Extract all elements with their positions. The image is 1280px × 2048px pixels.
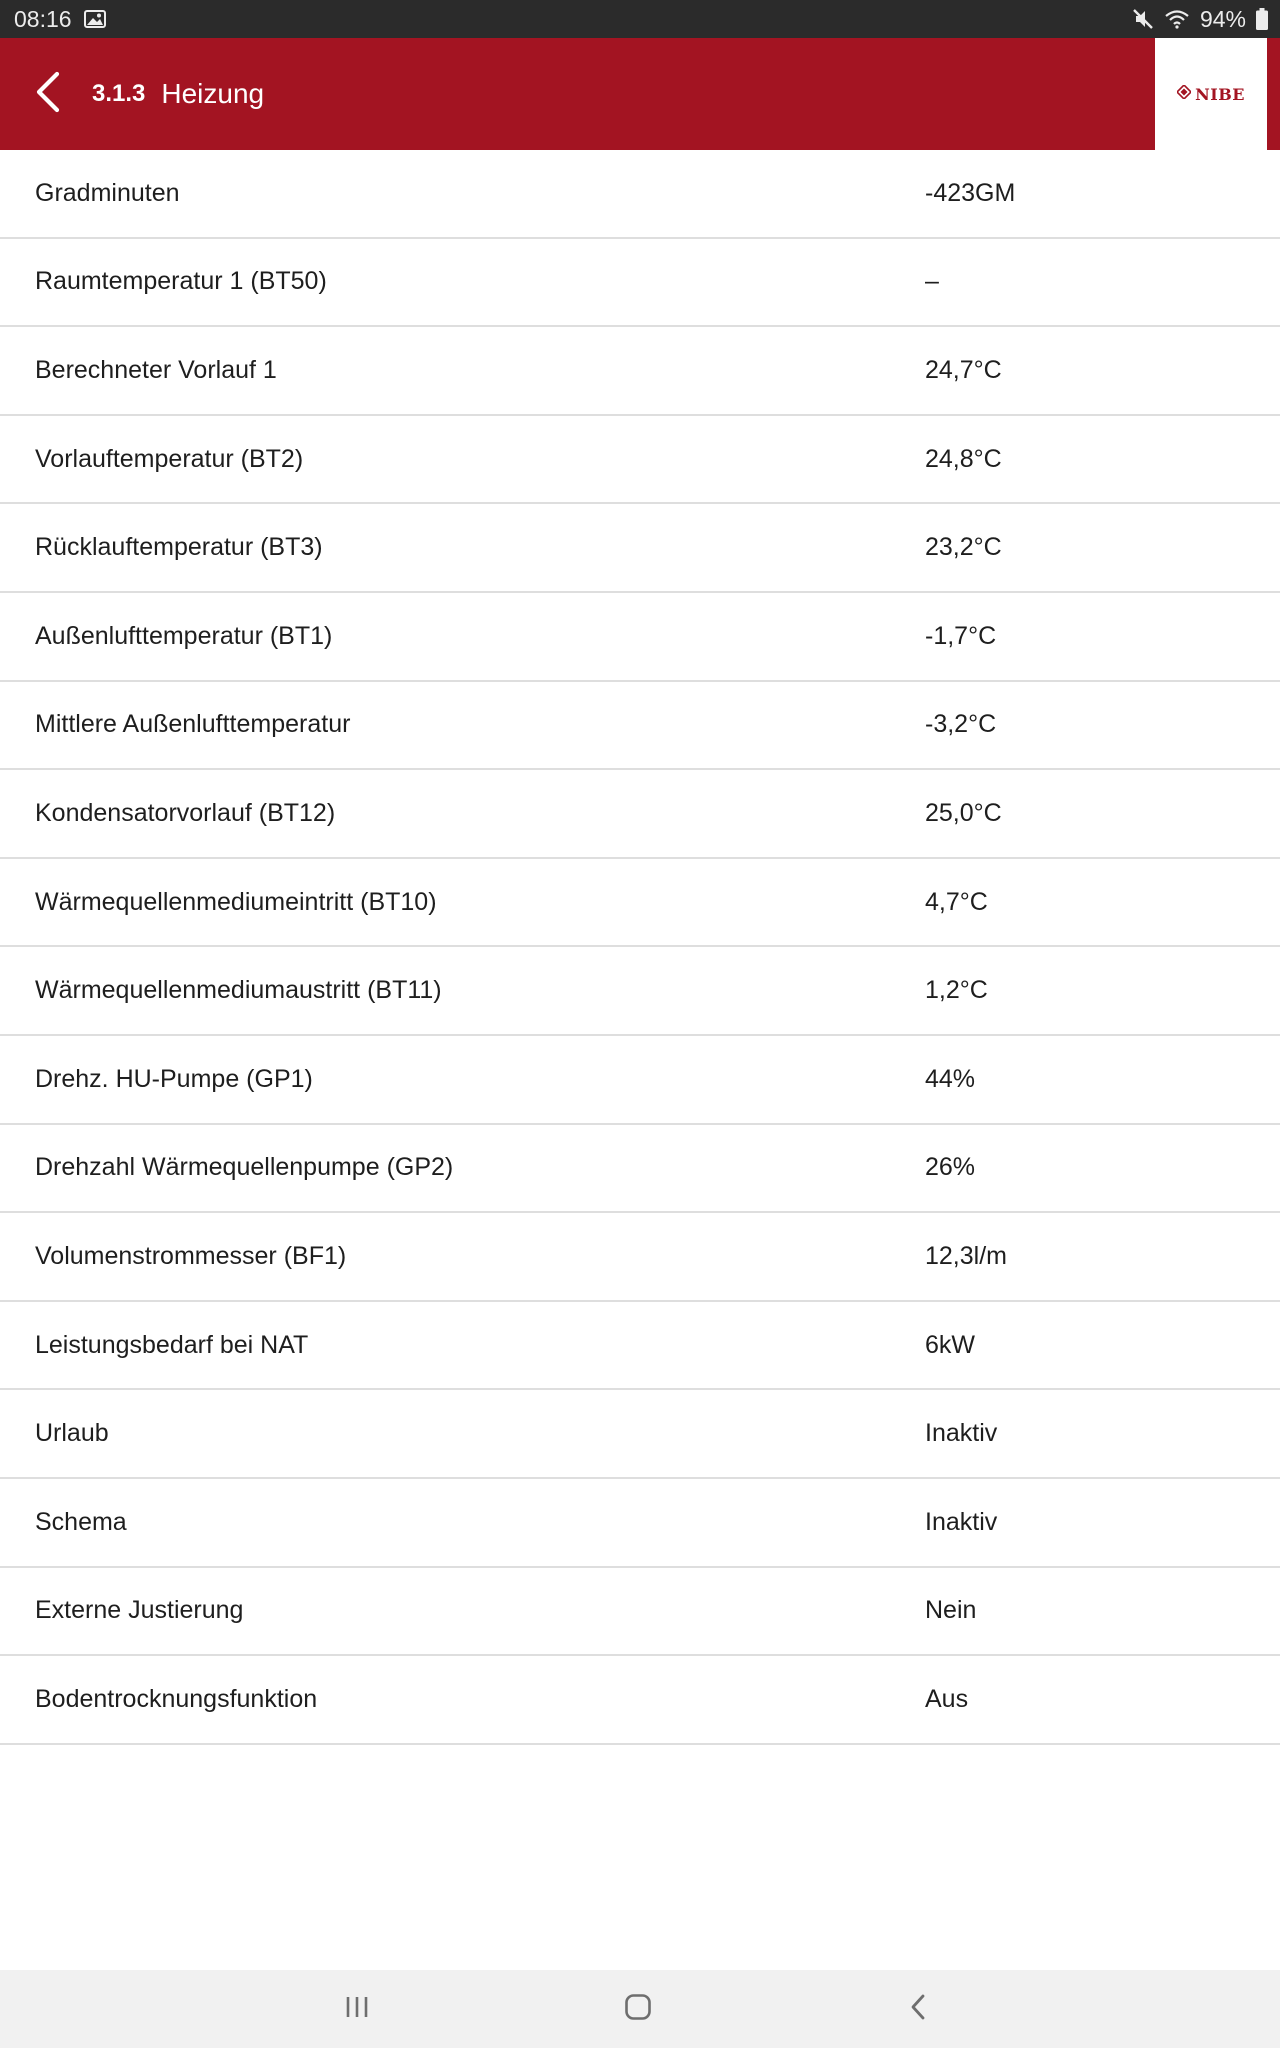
- parameter-label: Drehzahl Wärmequellenpumpe (GP2): [35, 1153, 454, 1182]
- parameter-label: Wärmequellenmediumaustritt (BT11): [35, 976, 442, 1005]
- parameter-label: Außenlufttemperatur (BT1): [35, 621, 333, 650]
- parameter-value: Inaktiv: [925, 1419, 998, 1448]
- parameter-value: 1,2°C: [925, 976, 988, 1005]
- list-item: [0, 1568, 1280, 1657]
- parameter-value: 23,2°C: [925, 533, 1002, 562]
- navigation-bar: [0, 1970, 1280, 2048]
- page-title: [92, 38, 264, 150]
- list-item: [0, 504, 1280, 593]
- parameter-label: Wärmequellenmediumeintritt (BT10): [35, 887, 437, 916]
- arrow-left-icon: [33, 71, 63, 118]
- list-item: [0, 416, 1280, 505]
- parameter-label: Urlaub: [35, 1419, 109, 1448]
- parameter-value: 26%: [925, 1153, 976, 1182]
- parameter-value: -3,2°C: [925, 710, 997, 739]
- parameter-value: -423GM: [925, 178, 1016, 207]
- list-item: [0, 327, 1280, 416]
- parameter-label: Schema: [35, 1507, 127, 1536]
- parameter-value: 25,0°C: [925, 798, 1002, 827]
- status-bar: [0, 0, 1280, 38]
- parameter-value: Aus: [925, 1684, 969, 1713]
- nibe-logo-icon: [1177, 85, 1191, 104]
- parameter-label: Berechneter Vorlauf 1: [35, 355, 277, 384]
- logo-text: NIBE: [1195, 84, 1245, 104]
- list-item: [0, 859, 1280, 948]
- parameter-label: Rücklauftemperatur (BT3): [35, 533, 323, 562]
- list-item: [0, 770, 1280, 859]
- parameter-value: 24,8°C: [925, 444, 1002, 473]
- parameter-label: Vorlauftemperatur (BT2): [35, 444, 304, 473]
- parameter-label: Drehz. HU-Pumpe (GP1): [35, 1064, 313, 1093]
- wifi-icon: [1164, 9, 1190, 29]
- app-bar: [0, 38, 1280, 150]
- list-item: [0, 1479, 1280, 1568]
- parameter-label: Externe Justierung: [35, 1596, 244, 1625]
- list-item: [0, 1036, 1280, 1125]
- list-item: [0, 682, 1280, 771]
- parameter-value: 4,7°C: [925, 887, 988, 916]
- recents-icon: [344, 1995, 370, 2024]
- list-item: [0, 1302, 1280, 1391]
- recents-button[interactable]: [327, 1979, 387, 2039]
- parameter-label: Raumtemperatur 1 (BT50): [35, 267, 327, 296]
- chevron-left-icon: [909, 1993, 927, 2026]
- list-item: [0, 1213, 1280, 1302]
- parameter-label: Bodentrocknungsfunktion: [35, 1684, 318, 1713]
- list-item: [0, 1390, 1280, 1479]
- parameter-label: Kondensatorvorlauf (BT12): [35, 798, 336, 827]
- list-item: [0, 593, 1280, 682]
- nav-back-button[interactable]: [888, 1979, 948, 2039]
- status-bar-left: [14, 6, 106, 33]
- parameter-label: Leistungsbedarf bei NAT: [35, 1330, 309, 1359]
- status-time: 08:16: [14, 5, 72, 32]
- list-item: [0, 150, 1280, 239]
- list-item: [0, 947, 1280, 1036]
- parameter-value: -1,7°C: [925, 621, 997, 650]
- parameter-label: Mittlere Außenlufttemperatur: [35, 710, 351, 739]
- parameter-value: 44%: [925, 1064, 976, 1093]
- title-text: Heizung: [161, 78, 265, 109]
- status-bar-right: [1132, 6, 1268, 33]
- battery-percent: 94%: [1199, 5, 1246, 32]
- battery-icon: [1256, 8, 1268, 30]
- mute-icon: [1132, 8, 1154, 30]
- home-button[interactable]: [608, 1979, 668, 2039]
- parameter-value: Inaktiv: [925, 1507, 998, 1536]
- parameter-value: –: [925, 267, 939, 296]
- parameter-value: 12,3l/m: [925, 1241, 1007, 1270]
- parameter-value: Nein: [925, 1596, 977, 1625]
- list-item: [0, 1656, 1280, 1745]
- parameter-label: Gradminuten: [35, 178, 180, 207]
- menu-number: 3.1.3: [92, 80, 146, 107]
- home-icon: [624, 1993, 652, 2026]
- parameter-value: 6kW: [925, 1330, 975, 1359]
- parameter-value: 24,7°C: [925, 355, 1002, 384]
- list-item: [0, 239, 1280, 328]
- image-icon: [84, 10, 106, 28]
- list-item: [0, 1125, 1280, 1214]
- parameter-list: [0, 150, 1280, 1745]
- back-button[interactable]: [20, 66, 76, 122]
- parameter-label: Volumenstrommesser (BF1): [35, 1241, 347, 1270]
- brand-logo: [1155, 38, 1267, 150]
